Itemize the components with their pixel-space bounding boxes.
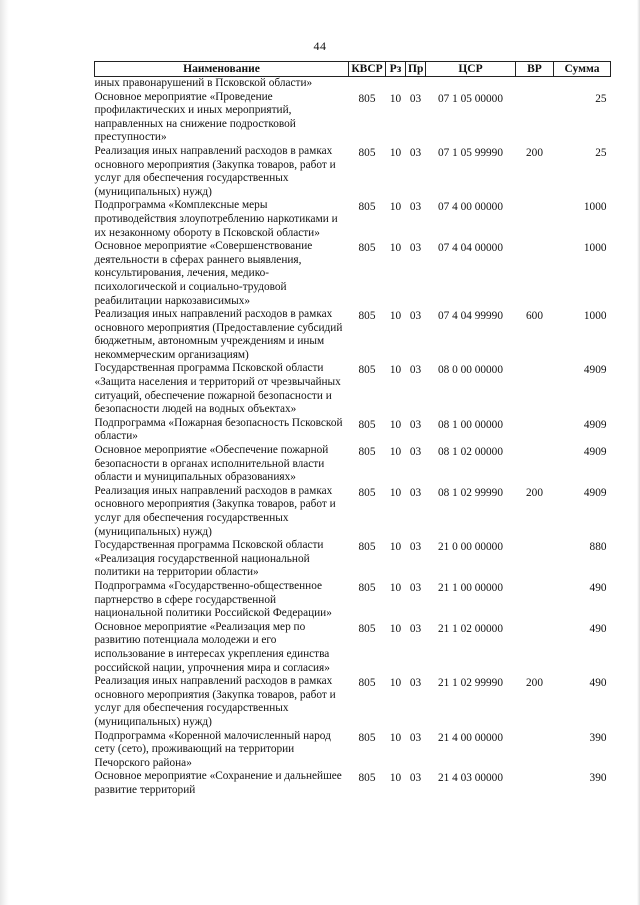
row-vr: [516, 77, 554, 91]
row-kvsr: [349, 77, 386, 91]
row-rz: 10: [389, 201, 402, 214]
row-sum: 4909: [583, 446, 607, 459]
row-rz: 10: [389, 146, 402, 159]
row-pr: 03: [409, 364, 422, 377]
row-rz: 10: [389, 486, 402, 499]
row-name: Реализация иных направлений расходов в рамках основного мероприятия (Предоставление субсидий бюджетным, автономным учреждениям и иным некоммерческим организациям): [94, 308, 343, 361]
row-pr: 03: [409, 486, 422, 499]
row-vr: [516, 199, 554, 240]
row-sum: 1000: [583, 242, 607, 255]
header-name: Наименование: [95, 62, 349, 77]
row-name: Подпрограмма «Государственно-общественное партнерство в сфере государственной национальной политики Российской Федерации»: [94, 579, 332, 620]
row-pr: 03: [409, 92, 422, 105]
row-vr: [516, 539, 554, 580]
row-kvsr: 805: [358, 622, 376, 635]
row-csr: 21 1 00 00000: [438, 581, 503, 594]
row-rz: 10: [389, 310, 402, 323]
table-row: [95, 730, 611, 771]
row-pr: 03: [409, 622, 422, 635]
row-rz: 10: [389, 731, 402, 744]
row-csr: 08 1 02 99990: [438, 486, 503, 499]
table-row: [95, 444, 611, 485]
row-rz: 10: [389, 622, 402, 635]
row-pr: 03: [409, 731, 422, 744]
row-rz: 10: [389, 418, 402, 431]
row-csr: 07 4 04 00000: [438, 242, 503, 255]
row-csr: 21 4 00 00000: [438, 731, 503, 744]
row-vr: 200: [526, 677, 543, 690]
row-kvsr: 805: [358, 92, 376, 105]
row-name: Основное мероприятие «Проведение профилактических и иных мероприятий, направленных на снижение подростковой преступности»: [94, 90, 296, 144]
header-csr: ЦСР: [426, 62, 516, 77]
row-pr: 03: [409, 201, 422, 214]
row-csr: 08 0 00 00000: [438, 364, 503, 377]
row-kvsr: 805: [358, 541, 376, 554]
table-row: [95, 485, 611, 539]
row-vr: [516, 770, 554, 797]
row-rz: 10: [389, 364, 402, 377]
table-row: [95, 308, 611, 362]
table-row: [95, 417, 611, 444]
table-body: [95, 77, 611, 798]
row-kvsr: 805: [358, 581, 376, 594]
row-sum: 1000: [583, 310, 607, 323]
row-vr: [516, 580, 554, 621]
row-kvsr: 805: [358, 418, 376, 431]
row-sum: 490: [589, 581, 607, 594]
row-kvsr: 805: [358, 772, 376, 785]
row-name: иных правонарушений в Псковской области»: [94, 77, 313, 89]
table-row: [95, 539, 611, 580]
budget-table: [94, 61, 611, 797]
row-csr: 08 1 00 00000: [438, 418, 503, 431]
row-pr: 03: [409, 541, 422, 554]
table-row: [95, 240, 611, 308]
row-name: Государственная программа Псковской области «Реализация государственной национальной политики на территории области»: [94, 539, 324, 579]
row-name: Подпрограмма «Пожарная безопасность Псковской области»: [94, 416, 343, 443]
row-sum: 390: [589, 731, 607, 744]
header-sum: Сумма: [554, 62, 611, 77]
row-pr: 03: [409, 677, 422, 690]
table-row: [95, 91, 611, 145]
row-name: Подпрограмма «Коренной малочисленный народ сету (сето), проживающий на территории Печорского района»: [94, 729, 331, 769]
row-pr: [406, 77, 426, 91]
row-csr: 07 4 00 00000: [438, 201, 503, 214]
row-name: Основное мероприятие «Реализация мер по развитию потенциала молодежи и его использование в интересах укрепления единства российской нации, упрочнения мира и согласия»: [94, 620, 330, 674]
table-row: [95, 77, 611, 91]
row-kvsr: 805: [358, 364, 376, 377]
row-name: Реализация иных направлений расходов в рамках основного мероприятия (Закупка товаров, работ и услуг для обеспечения государственных (муниципальных) нужд): [94, 675, 336, 728]
row-csr: 07 1 05 99990: [438, 146, 503, 159]
row-csr: 08 1 02 00000: [438, 446, 503, 459]
row-kvsr: 805: [358, 146, 376, 159]
row-name: Подпрограмма «Комплексные меры противодействия злоупотреблению наркотиками и их незаконному обороту в Псковской области»: [94, 199, 338, 239]
row-vr: 200: [526, 146, 543, 159]
row-vr: [516, 240, 554, 308]
row-sum: 490: [589, 677, 607, 690]
row-csr: 21 1 02 00000: [438, 622, 503, 635]
row-pr: 03: [409, 418, 422, 431]
row-vr: [516, 730, 554, 771]
row-rz: 10: [389, 242, 402, 255]
row-rz: 10: [389, 446, 402, 459]
row-kvsr: 805: [358, 310, 376, 323]
row-vr: [516, 91, 554, 145]
scan-edge-left: [0, 0, 9, 905]
row-sum: 25: [595, 146, 607, 159]
row-name: Основное мероприятие «Совершенствование деятельности в сферах раннего выявления, консультирования, лечения, медико-психологической и социально-трудовой реабилитации наркозависимых»: [94, 240, 313, 307]
row-vr: [516, 621, 554, 675]
row-name: Реализация иных направлений расходов в рамках основного мероприятия (Закупка товаров, работ и услуг для обеспечения государственных (муниципальных) нужд): [94, 484, 336, 538]
row-sum: 490: [589, 622, 607, 635]
row-csr: 07 4 04 99990: [438, 310, 503, 323]
row-pr: 03: [409, 581, 422, 594]
row-sum: 4909: [583, 486, 607, 499]
row-rz: 10: [389, 541, 402, 554]
row-sum: [554, 77, 611, 91]
row-rz: 10: [389, 581, 402, 594]
header-rz: Рз: [386, 62, 406, 77]
table-row: [95, 145, 611, 199]
row-pr: 03: [409, 310, 422, 323]
row-name: Реализация иных направлений расходов в рамках основного мероприятия (Закупка товаров, работ и услуг для обеспечения государственных (муниципальных) нужд): [94, 144, 336, 198]
row-csr: 07 1 05 00000: [438, 92, 503, 105]
row-name: Основное мероприятие «Обеспечение пожарной безопасности в органах исполнительной власти области и муниципальных образованиях»: [94, 444, 329, 484]
row-csr: 21 0 00 00000: [438, 541, 503, 554]
row-pr: 03: [409, 446, 422, 459]
table-row: [95, 362, 611, 416]
row-pr: 03: [409, 772, 422, 785]
table-row: [95, 580, 611, 621]
row-vr: [516, 444, 554, 485]
row-sum: 4909: [583, 418, 607, 431]
row-vr: [516, 362, 554, 416]
row-kvsr: 805: [358, 446, 376, 459]
row-csr: 21 1 02 99990: [438, 677, 503, 690]
row-csr: 21 4 03 00000: [438, 772, 503, 785]
row-kvsr: 805: [358, 731, 376, 744]
row-sum: 880: [589, 541, 607, 554]
header-vr: ВР: [516, 62, 554, 77]
table-header-row: [95, 62, 611, 77]
row-rz: 10: [389, 772, 402, 785]
row-rz: [386, 77, 406, 91]
row-name: Государственная программа Псковской области «Защита населения и территорий от чрезвычайных ситуаций, обеспечение пожарной безопасности и безопасности людей на водных объектах»: [94, 362, 341, 416]
header-kvsr: КВСР: [349, 62, 386, 77]
row-sum: 390: [589, 772, 607, 785]
row-kvsr: 805: [358, 486, 376, 499]
row-vr: 600: [526, 310, 543, 323]
row-kvsr: 805: [358, 677, 376, 690]
table-row: [95, 621, 611, 675]
table-row: [95, 675, 611, 729]
row-vr: 200: [526, 486, 543, 499]
row-kvsr: 805: [358, 242, 376, 255]
row-name: Основное мероприятие «Сохранение и дальнейшее развитие территорий: [94, 770, 342, 796]
row-rz: 10: [389, 92, 402, 105]
row-kvsr: 805: [358, 201, 376, 214]
row-vr: [516, 417, 554, 444]
page-number: 44: [313, 39, 327, 53]
row-sum: 25: [595, 92, 607, 105]
header-pr: Пр: [406, 62, 426, 77]
row-rz: 10: [389, 677, 402, 690]
row-csr: [426, 77, 516, 91]
row-pr: 03: [409, 242, 422, 255]
table-row: [95, 199, 611, 240]
row-sum: 4909: [583, 364, 607, 377]
row-pr: 03: [409, 146, 422, 159]
table-row: [95, 770, 611, 797]
row-sum: 1000: [583, 201, 607, 214]
